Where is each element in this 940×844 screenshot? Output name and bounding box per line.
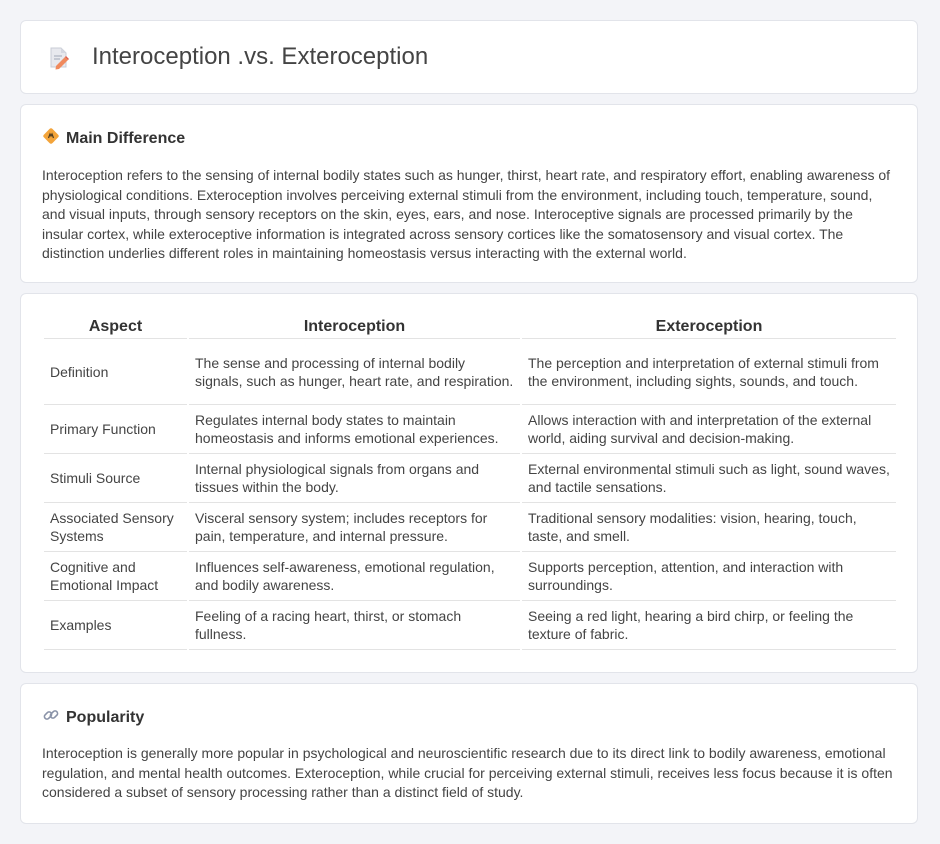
header-interoception: Interoception [189, 316, 520, 339]
table-header-row [44, 316, 896, 339]
table-row [44, 552, 896, 601]
cell-exteroception: Seeing a red light, hearing a bird chirp, or feeling the texture of fabric. [522, 601, 896, 650]
header-exteroception: Exteroception [522, 316, 896, 339]
cell-interoception: Internal physiological signals from organs and tissues within the body. [189, 454, 520, 503]
document-pencil-icon [47, 46, 71, 75]
cell-aspect: Definition [44, 339, 187, 405]
cell-interoception: Feeling of a racing heart, thirst, or stomach fullness. [189, 601, 520, 650]
cell-exteroception: External environmental stimuli such as light, sound waves, and tactile sensations. [522, 454, 896, 503]
page-title: Interoception .vs. Exteroception [92, 43, 429, 70]
cell-interoception: Visceral sensory system; includes receptors for pain, temperature, and internal pressure. [189, 503, 520, 552]
main-difference-section [20, 104, 918, 283]
comparison-section [20, 293, 918, 673]
cell-aspect: Cognitive and Emotional Impact [44, 552, 187, 601]
main-difference-title: Main Difference [66, 129, 186, 147]
link-icon [42, 706, 60, 729]
popularity-title: Popularity [66, 708, 145, 726]
cell-aspect: Stimuli Source [44, 454, 187, 503]
cell-exteroception: Allows interaction with and interpretation of the external world, aiding survival and decision-making. [522, 405, 896, 454]
table-row [44, 601, 896, 650]
cell-aspect: Associated Sensory Systems [44, 503, 187, 552]
comparison-table [42, 316, 898, 650]
cell-exteroception: Traditional sensory modalities: vision, hearing, touch, taste, and smell. [522, 503, 896, 552]
cell-interoception: The sense and processing of internal bodily signals, such as hunger, heart rate, and respiration. [189, 339, 520, 405]
diamond-sign-icon [42, 127, 60, 150]
cell-exteroception: Supports perception, attention, and interaction with surroundings. [522, 552, 896, 601]
cell-interoception: Influences self-awareness, emotional regulation, and bodily awareness. [189, 552, 520, 601]
header-card [20, 20, 918, 94]
table-row [44, 454, 896, 503]
cell-aspect: Examples [44, 601, 187, 650]
main-difference-text: Interoception refers to the sensing of internal bodily states such as hunger, thirst, heart rate, and respiratory effort, enabling awareness of physiological conditions. Exteroception involves perceiving external stimuli from the environment, including touch, temperature, sound, and visual inputs, through sensory receptors on the skin, eyes, ears, and nose. Interoceptive signals are processed primarily by the insular cortex, while exteroceptive information is integrated across sensory cortices like the somatosensory and visual cortex. The distinction underlies different roles in maintaining homeostasis versus interacting with the external world. [42, 167, 891, 261]
cell-exteroception: The perception and interpretation of external stimuli from the environment, including sights, sounds, and touch. [522, 339, 896, 405]
popularity-section [20, 683, 918, 824]
cell-aspect: Primary Function [44, 405, 187, 454]
table-row [44, 339, 896, 405]
table-row [44, 405, 896, 454]
table-row [44, 503, 896, 552]
header-aspect: Aspect [44, 316, 187, 339]
cell-interoception: Regulates internal body states to maintain homeostasis and informs emotional experiences. [189, 405, 520, 454]
popularity-text: Interoception is generally more popular in psychological and neuroscientific research due to its direct link to bodily awareness, emotional regulation, and mental health outcomes. Exteroception, while crucial for perceiving external stimuli, receives less focus because it is often considered a subset of sensory processing rather than a distinct field of study. [42, 745, 893, 800]
